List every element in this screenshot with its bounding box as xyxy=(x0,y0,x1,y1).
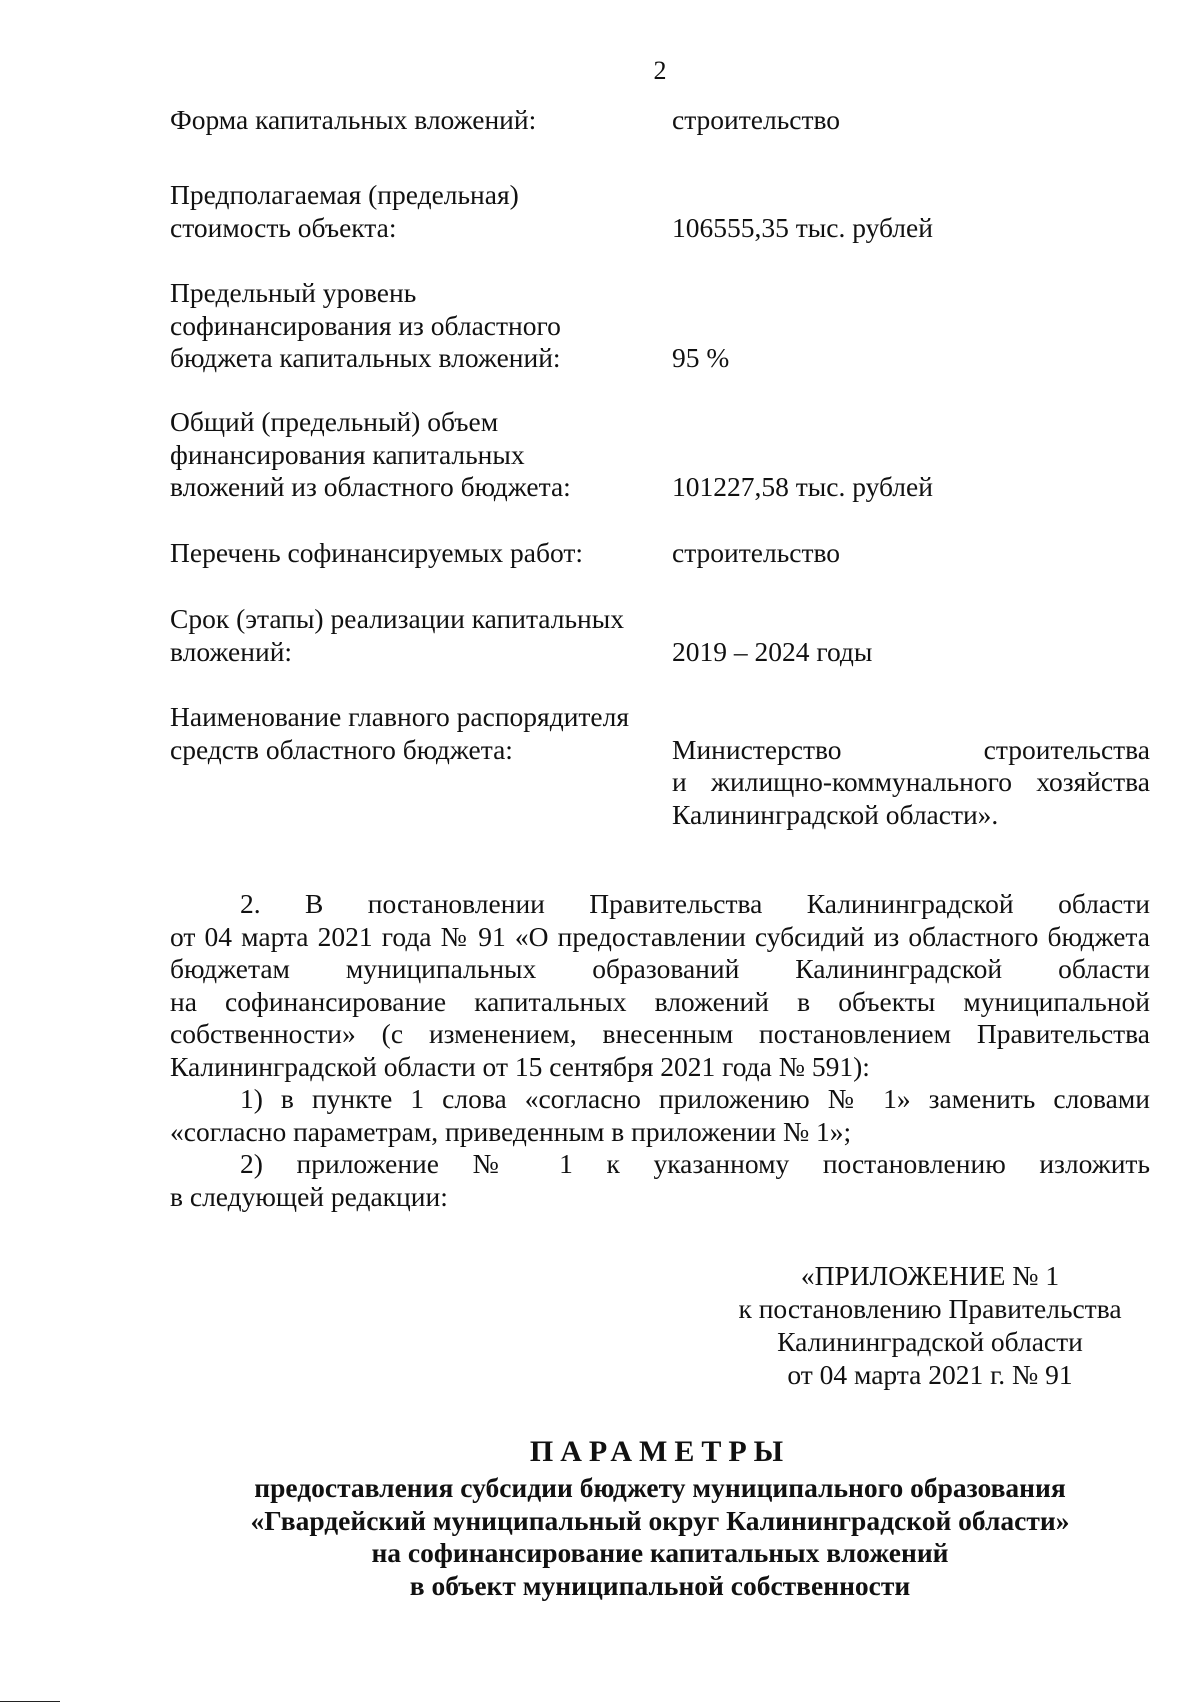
appendix-header xyxy=(700,1259,1160,1391)
paragraph-line: собственности» (с изменением, внесенным постановлением Правительства xyxy=(170,1018,1150,1049)
paragraph-line: 2. В постановлении Правительства Калининградской области xyxy=(240,888,1150,919)
paragraph-line: на софинансирование капитальных вложений в объекты муниципальной xyxy=(170,985,1150,1017)
param-value-line: 95 % xyxy=(672,342,730,373)
param-value-line: Министерство строительства xyxy=(672,733,1150,765)
param-label-line: Общий (предельный) объем xyxy=(170,406,499,437)
param-label-line: финансирования капитальных xyxy=(170,438,525,470)
param-value-line: 101227,58 тыс. рублей xyxy=(672,471,933,502)
param-value xyxy=(672,537,1150,570)
paragraph-line: от 04 марта 2021 года № 91 «О предоставлении субсидий из областного бюджета xyxy=(170,920,1150,952)
title-heading: ПАРАМЕТРЫ xyxy=(529,1435,791,1468)
param-label xyxy=(170,701,670,766)
param-value xyxy=(672,342,1150,375)
title-subline: предоставления субсидии бюджету муниципального образования xyxy=(254,1472,1066,1503)
param-label xyxy=(170,406,670,504)
param-value-line: 2019 – 2024 годы xyxy=(672,635,873,667)
paragraph-line: в следующей редакции: xyxy=(170,1180,448,1212)
title-subline: в объект муниципальной собственности xyxy=(409,1569,911,1601)
page-number: 2 xyxy=(653,56,667,85)
paragraph-line: Калининградской области от 15 сентября 2021 года № 591): xyxy=(170,1050,870,1082)
param-value xyxy=(672,636,1150,669)
document-title xyxy=(170,1432,1150,1602)
appendix-line: к постановлению Правительства xyxy=(738,1293,1122,1324)
param-label xyxy=(170,104,670,137)
param-label-line: вложений из областного бюджета: xyxy=(170,471,571,502)
param-value-line: строительство xyxy=(672,104,841,135)
param-value xyxy=(672,734,1150,832)
title-subline: на софинансирование капитальных вложений xyxy=(371,1537,949,1568)
param-label-line: бюджета капитальных вложений: xyxy=(170,342,561,373)
param-label-line: вложений: xyxy=(170,635,293,667)
param-label-line: Предельный уровень xyxy=(170,277,417,308)
amendment-paragraph xyxy=(170,888,1150,1213)
param-value-line: строительство xyxy=(672,537,841,568)
paragraph-line: 1) в пункте 1 слова «согласно приложению № 1» заменить словами xyxy=(240,1083,1150,1114)
param-value-line: и жилищно-коммунального хозяйства xyxy=(672,766,1150,797)
appendix-line: Калининградской области xyxy=(777,1326,1083,1357)
param-label xyxy=(170,537,670,570)
param-value-line: Калининградской области». xyxy=(672,798,999,830)
param-label-line: Форма капитальных вложений: xyxy=(170,104,537,135)
param-label-line: софинансирования из областного xyxy=(170,309,561,341)
title-subline: «Гвардейский муниципальный округ Калининградской области» xyxy=(250,1504,1070,1536)
param-value-line: 106555,35 тыс. рублей xyxy=(672,211,933,243)
param-label xyxy=(170,179,670,244)
param-label xyxy=(170,277,670,375)
paragraph-line: 2) приложение № 1 к указанному постановлению изложить xyxy=(240,1148,1150,1179)
paragraph-line: «согласно параметрам, приведенным в приложении № 1»; xyxy=(170,1115,852,1147)
param-label-line: Предполагаемая (предельная) xyxy=(170,179,519,210)
param-label-line: Срок (этапы) реализации капитальных xyxy=(170,603,624,634)
param-label-line: Наименование главного распорядителя xyxy=(170,701,630,732)
param-value xyxy=(672,471,1150,504)
paragraph-line: бюджетам муниципальных образований Калининградской области xyxy=(170,953,1150,984)
param-label-line: Перечень софинансируемых работ: xyxy=(170,537,584,568)
footer-rule xyxy=(0,1701,60,1702)
param-label-line: средств областного бюджета: xyxy=(170,733,513,765)
appendix-line: от 04 марта 2021 г. № 91 xyxy=(787,1359,1073,1390)
param-value xyxy=(672,212,1150,245)
param-label-line: стоимость объекта: xyxy=(170,211,397,243)
param-label xyxy=(170,603,670,668)
param-value xyxy=(672,104,1150,137)
appendix-line: «ПРИЛОЖЕНИЕ № 1 xyxy=(800,1260,1060,1291)
